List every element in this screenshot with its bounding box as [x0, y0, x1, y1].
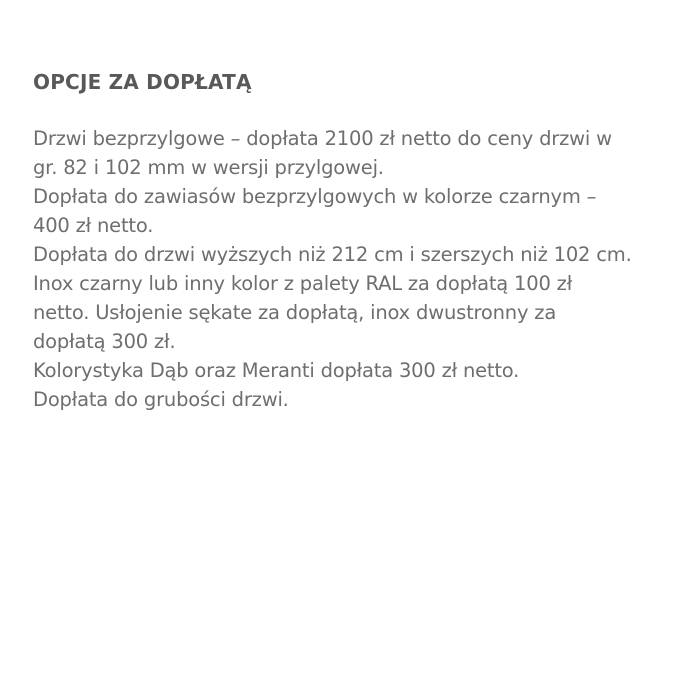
text-line: Dopłata do drzwi wyższych niż 212 cm i szerszych niż 102 cm.	[33, 243, 632, 266]
text-line: dopłatą 300 zł.	[33, 330, 176, 353]
page-title: OPCJE ZA DOPŁATĄ	[33, 70, 252, 94]
text-line: Dopłata do zawiasów bezprzylgowych w kolorze czarnym –	[33, 185, 597, 208]
text-line: netto. Usłojenie sękate za dopłatą, inox dwustronny za	[33, 301, 557, 324]
text-line: Kolorystyka Dąb oraz Meranti dopłata 300 zł netto.	[33, 359, 520, 382]
text-line: Drzwi bezprzylgowe – dopłata 2100 zł netto do ceny drzwi w	[33, 127, 612, 150]
text-line: Dopłata do grubości drzwi.	[33, 388, 289, 411]
text-line: gr. 82 i 102 mm w wersji przylgowej.	[33, 156, 384, 179]
body-paragraph	[33, 124, 670, 414]
text-line: Inox czarny lub inny kolor z palety RAL za dopłatą 100 zł	[33, 272, 573, 295]
text-line: 400 zł netto.	[33, 214, 154, 237]
